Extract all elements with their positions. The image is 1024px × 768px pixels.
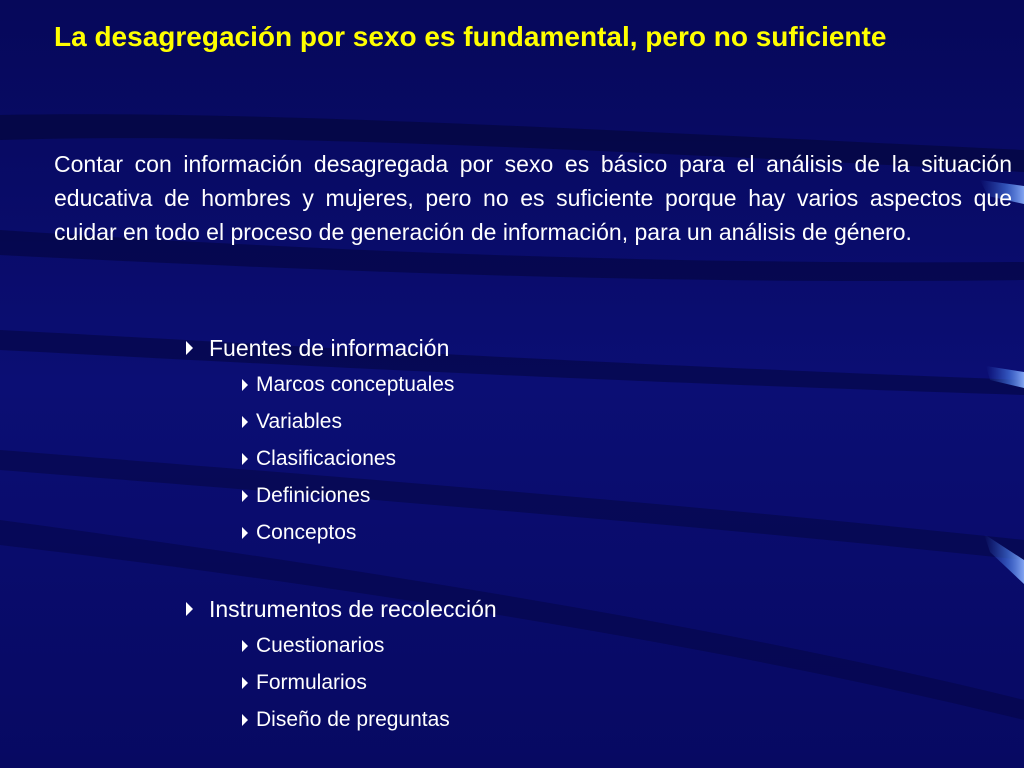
triangle-right-icon <box>242 714 248 726</box>
triangle-right-icon <box>242 640 248 652</box>
triangle-right-icon <box>242 490 248 502</box>
bullet-label: Fuentes de información <box>209 335 450 361</box>
sub-bullet-label: Variables <box>256 410 342 433</box>
triangle-right-icon <box>186 602 193 616</box>
slide-title: La desagregación por sexo es fundamental, pero no suficiente <box>54 21 887 52</box>
sub-bullet-item <box>0 701 1024 738</box>
sub-bullet-item <box>0 403 1024 440</box>
sub-bullet-label: Cuestionarios <box>256 634 385 657</box>
sub-bullet-label: Formularios <box>256 671 367 694</box>
triangle-right-icon <box>242 677 248 689</box>
triangle-right-icon <box>242 453 248 465</box>
sub-bullet-item <box>0 440 1024 477</box>
bullet-group-fuentes <box>0 330 1024 551</box>
triangle-right-icon <box>186 341 193 355</box>
sub-bullet-item <box>0 366 1024 403</box>
bullet-item <box>0 330 1024 366</box>
triangle-right-icon <box>242 379 248 391</box>
bullet-label: Instrumentos de recolección <box>209 596 497 622</box>
sub-bullet-item <box>0 477 1024 514</box>
sub-bullet-item <box>0 664 1024 701</box>
intro-paragraph: Contar con información desagregada por sexo es básico para el análisis de la situación educativa de hombres y mujeres, pero no es suficiente porque hay varios aspectos que cuidar en todo el proceso de generación de información, para un análisis de género. <box>54 151 1012 245</box>
sub-bullet-label: Clasificaciones <box>256 447 397 470</box>
sub-bullet-item <box>0 627 1024 664</box>
sub-bullet-label: Definiciones <box>256 484 371 507</box>
sub-bullet-label: Marcos conceptuales <box>256 373 455 396</box>
bullet-group-instrumentos <box>0 591 1024 738</box>
bullet-item <box>0 591 1024 627</box>
triangle-right-icon <box>242 416 248 428</box>
triangle-right-icon <box>242 527 248 539</box>
sub-bullet-label: Diseño de preguntas <box>256 708 450 731</box>
sub-bullet-label: Conceptos <box>256 521 357 544</box>
sub-bullet-item <box>0 514 1024 551</box>
